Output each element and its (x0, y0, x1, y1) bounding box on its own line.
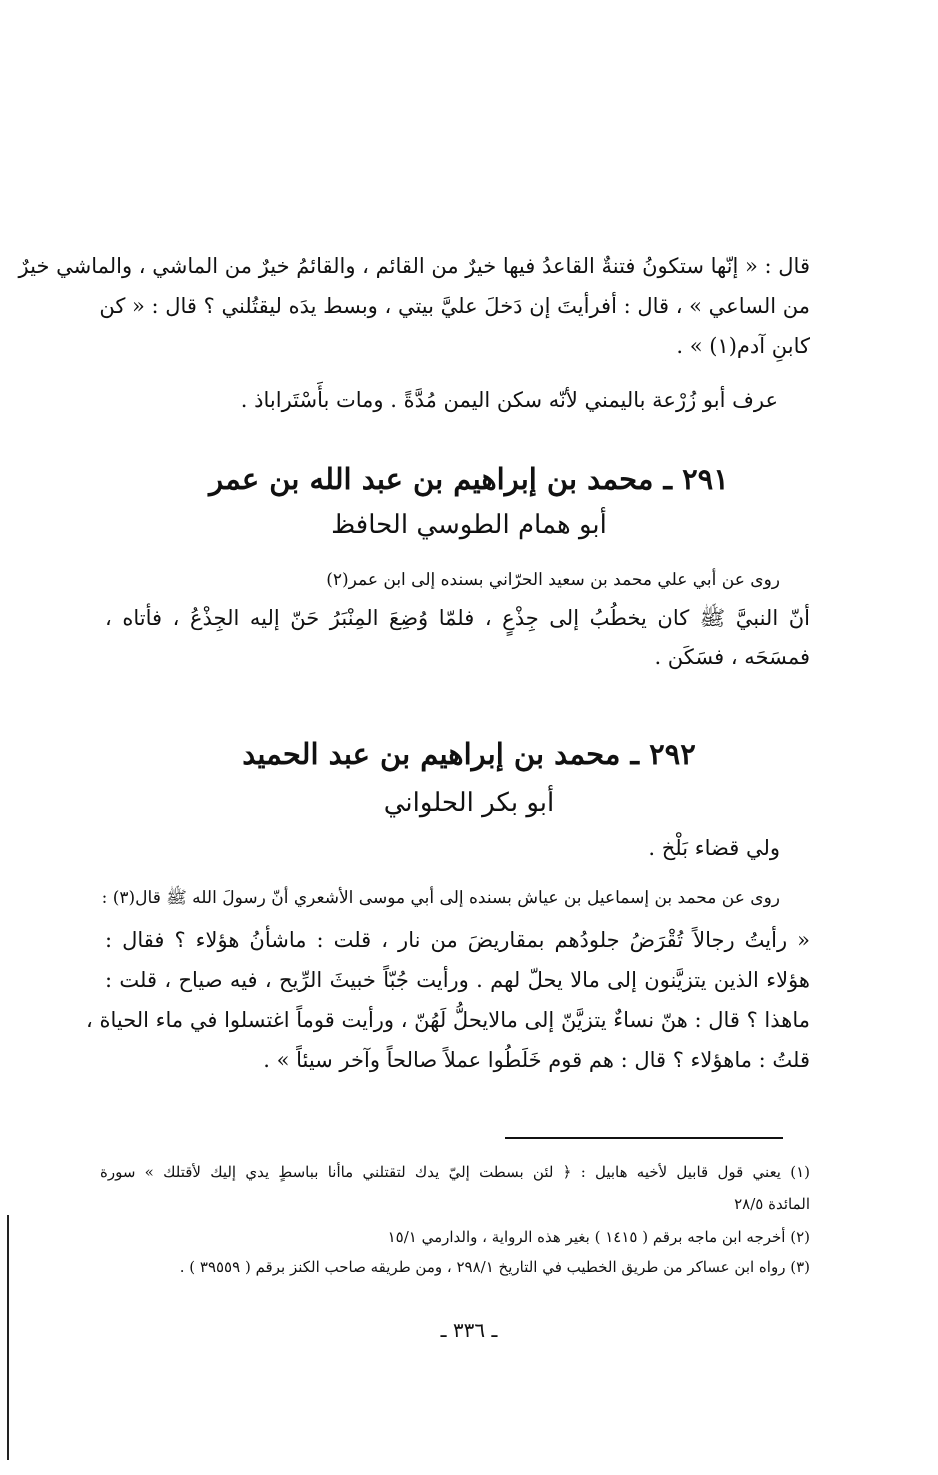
entry-292-subtitle: أبو بكر الحلواني (383, 788, 555, 818)
scan-edge-line (7, 1215, 9, 1460)
footnote-2: (٢) أخرجه ابن ماجه برقم ( ١٤١٥ ) بغير هذه الرواية ، والدارمي ١٥/١ (387, 1228, 810, 1246)
entry-292-line-3: ماهذا ؟ قال : هنّ نساءٌ يتزيَّنّ إلى مالايحلُّ لَهُنّ ، ورأيت قوماً اغتسلوا في ماء الحياة ، (86, 1008, 810, 1032)
entry-291-riwaya: روى عن أبي علي محمد بن سعيد الحرّاني بسنده إلى ابن عمر(٢) (326, 570, 780, 590)
entry-291-line-2: فمسَحَه ، فسَكَن . (654, 645, 810, 669)
entry-291-subtitle: أبو همام الطوسي الحافظ (331, 510, 607, 540)
entry-292-riwaya: روى عن محمد بن إسماعيل بن عياش بسنده إلى أبي موسى الأشعري أنّ رسولَ الله ﷺ قال(٣) : (101, 888, 780, 908)
entry-292-line-4: قلتُ : ماهؤلاء ؟ قال : هم قوم خَلَطُوا عملاً صالحاً وآخر سيئاً » . (263, 1048, 810, 1072)
intro-line-1: قال : « إنّها ستكونُ فتنةٌ القاعدُ فيها خيرٌ من القائم ، والقائمُ خيرٌ من الماشي ، والماشي خيرٌ (18, 254, 810, 278)
entry-292-line-1: « رأيتُ رجالاً تُقْرَضُ جلودُهم بمقاريضَ من نار ، قلت : ماشأنُ هؤلاء ؟ فقال : (105, 928, 810, 952)
entry-292-line-2: هؤلاء الذين يتزيَّنون إلى مالا يحلّ لهم . ورأيت جُبّاً خبيثَ الرِّيح ، فيه صياح ، قلت : (105, 968, 810, 992)
entry-291-heading: ٢٩١ ـ محمد بن إبراهيم بن عبد الله بن عمر (209, 462, 729, 496)
page-number: ـ ٣٣٦ ـ (440, 1318, 498, 1342)
footnote-1-line-1: (١) يعني قول قابيل لأخيه هابيل : ﴿ لئن بسطت إليّ يدك لتقتلني ماأنا بباسطٍ يدي إليك لأقتلك » سورة (100, 1163, 810, 1181)
footnote-1-line-2: المائدة ٢٨/٥ (734, 1195, 810, 1213)
intro-line-2: من الساعي » ، قال : أفرأيتَ إن دَخلَ عليَّ بيتي ، وبسط يدَه ليقتُلني ؟ قال : « كن (99, 294, 810, 318)
entry-292-note: ولي قضاء بَلْخ . (648, 836, 780, 860)
intro-line-3: كابنِ آدم(١) » . (676, 334, 810, 358)
intro-note: عرف أبو زُرْعة باليمني لأنّه سكن اليمن مُدَّةً . ومات بأَسْتَراباذ . (240, 388, 778, 412)
footnote-divider (505, 1137, 783, 1139)
footnote-3: (٣) رواه ابن عساكر من طريق الخطيب في التاريخ ٢٩٨/١ ، ومن طريقه صاحب الكنز برقم ( ٣٩٥٥٩ ) . (179, 1258, 810, 1276)
entry-292-heading: ٢٩٢ ـ محمد بن إبراهيم بن عبد الحميد (242, 737, 696, 771)
entry-291-line-1: أنّ النبيَّ ﷺ كان يخطُبُ إلى جِذْعٍ ، فلمّا وُضِعَ المِنْبَرُ حَنّ إليه الجِذْعُ ، فأتاه ، (105, 606, 810, 630)
